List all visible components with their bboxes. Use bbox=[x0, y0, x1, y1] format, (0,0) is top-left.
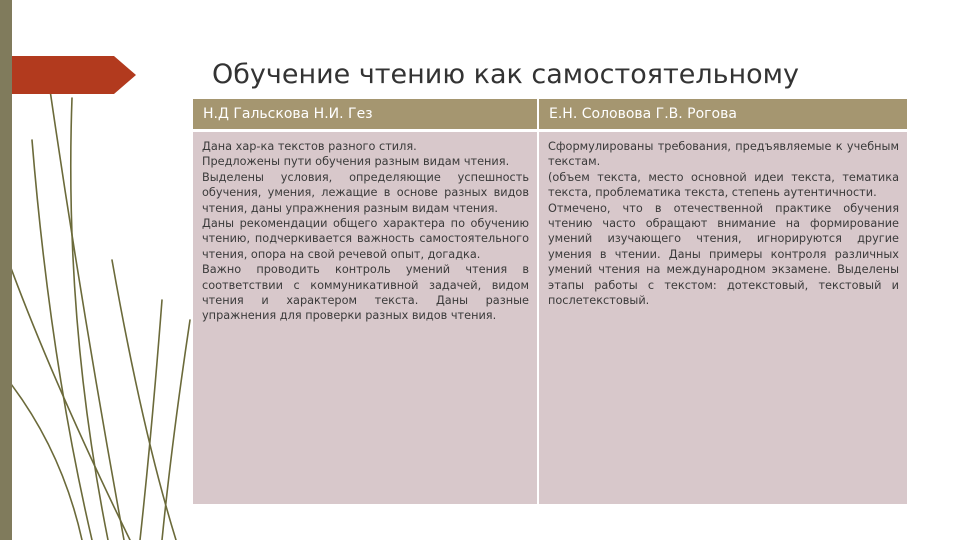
curve-stroke bbox=[32, 140, 92, 540]
curve-stroke bbox=[71, 98, 108, 540]
comparison-table bbox=[193, 99, 907, 504]
curve-stroke bbox=[162, 320, 190, 540]
cell-paragraph: Даны рекомендации общего характера по обучению чтению, подчеркивается важность самостоятельного чтения, опора на свой речевой опыт, догадка. bbox=[202, 217, 529, 261]
curve-stroke bbox=[12, 380, 82, 540]
cell-paragraph: Отмечено, что в отечественной практике обучения чтению часто обращают внимание на формирование умений изучающего чтения, игнорируются другие умения в чтении. Даны примеры контроля различных умений чтения на международном экзамене. Выделены этапы работы с текстом: дотекстовый, текстовый и послетекстовый. bbox=[548, 201, 899, 308]
title-arrow-accent bbox=[12, 56, 136, 94]
cell-paragraph: Дана хар-ка текстов разного стиля. bbox=[202, 140, 417, 153]
column-header-galskova: Н.Д Гальскова Н.И. Гез bbox=[193, 99, 537, 129]
cell-paragraph: Важно проводить контроль умений чтения в соответствии с коммуникативной задачей, видом чтения и характером текста. Даны разные упражнения для проверки разных видов чтения. bbox=[202, 263, 529, 323]
slide-title: Обучение чтению как самостоятельному bbox=[212, 59, 800, 90]
curve-stroke bbox=[140, 300, 162, 540]
table-cell-solovova bbox=[537, 129, 907, 504]
cell-paragraph: Выделены условия, определяющие успешность обучения, умения, лежащие в основе разных видов чтения, даны упражнения разным видам чтения. bbox=[202, 170, 529, 215]
cell-paragraph: Предложены пути обучения разным видам чтения. bbox=[202, 155, 510, 169]
table-cell-galskova bbox=[193, 129, 537, 504]
cell-paragraph: (объем текста, место основной идеи текста, тематика текста, проблематика текста, степень аутентичности. bbox=[548, 170, 899, 200]
column-header-solovova: Е.Н. Соловова Г.В. Рогова bbox=[537, 99, 907, 129]
slide bbox=[12, 0, 960, 540]
cell-paragraph: Сформулированы требования, предъявляемые к учебным текстам. bbox=[548, 140, 899, 169]
